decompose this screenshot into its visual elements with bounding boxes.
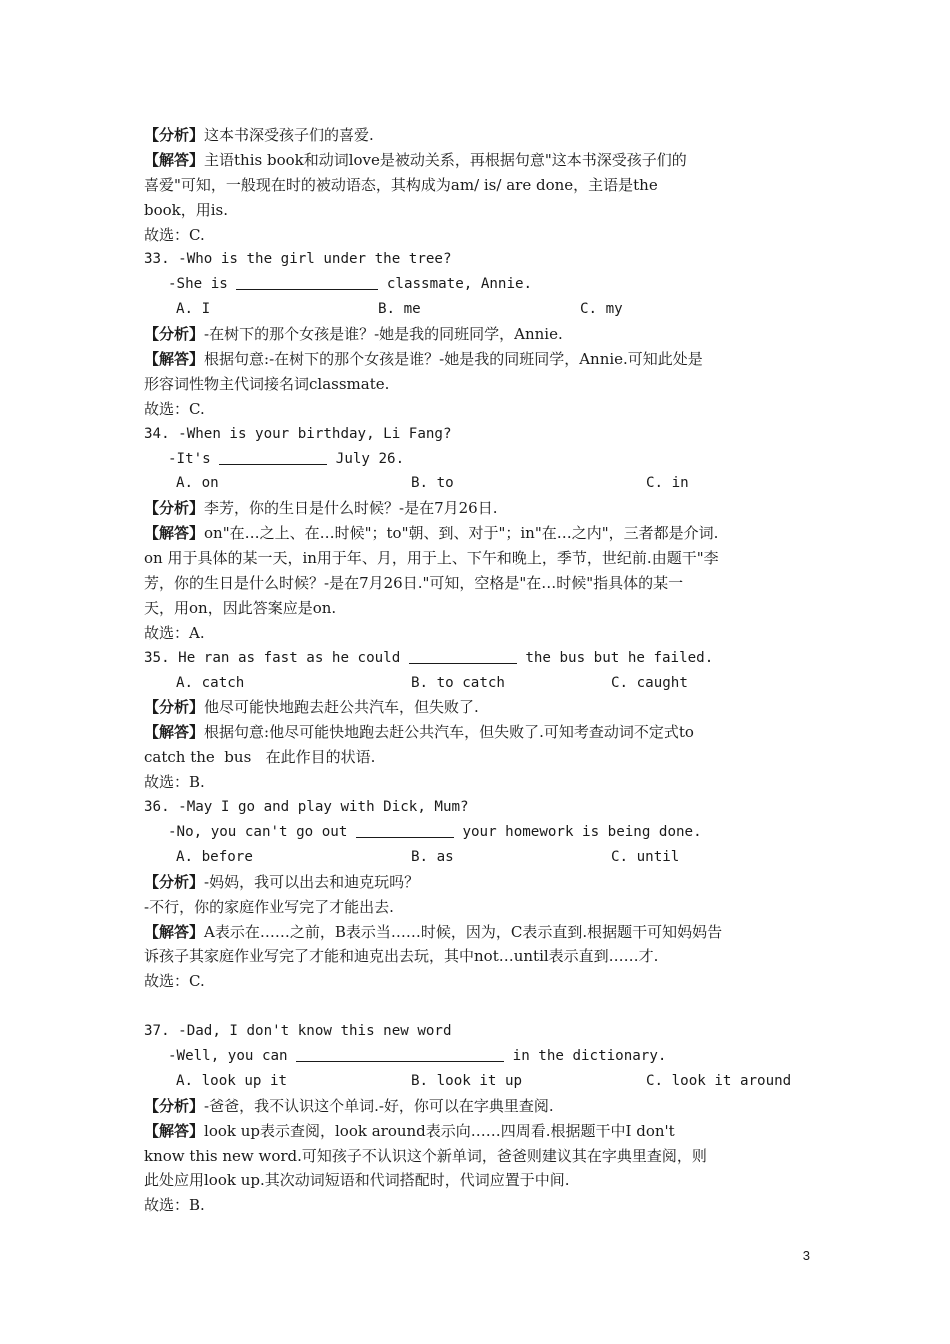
option-a: A. catch [176, 674, 245, 691]
q35-options [144, 671, 812, 696]
option-c: C. until [611, 848, 680, 865]
q37-analysis: 【分析】-爸爸，我不认识这个单词.-好，你可以在字典里查阅. [144, 1096, 554, 1115]
q34-stem: 34. -When is your birthday, Li Fang? [144, 425, 452, 442]
q33-analysis: 【分析】-在树下的那个女孩是谁？-她是我的同班同学，Annie. [144, 325, 563, 344]
q33-options [144, 297, 812, 322]
option-b: B. to [411, 475, 454, 492]
q34-choice: 故选：A. [144, 623, 205, 642]
q36-analysis-line2: -不行，你的家庭作业写完了才能出去. [144, 897, 394, 916]
option-b: B. to catch [411, 674, 505, 691]
answer-blank [296, 1047, 504, 1062]
q35-stem: 35. He ran as fast as he could the bus but he failed. [144, 649, 714, 666]
q33-line2: -She is classmate, Annie. [168, 276, 533, 293]
option-a: A. on [176, 475, 219, 492]
q36-answer-line2: 诉孩子其家庭作业写完了才能和迪克出去玩，其中not…until表示直到……才. [144, 947, 659, 966]
option-b: B. look it up [411, 1072, 523, 1089]
q33-stem: 33. -Who is the girl under the tree? [144, 251, 452, 268]
q34-options [144, 471, 812, 496]
q32-answer-line2: 喜爱"可知，一般现在时的被动语态，其构成为am/ is/ are done，主语是the [144, 175, 658, 194]
q37-answer-line2: know this new word.可知孩子不认识这个新单词，爸爸则建议其在字典里查阅，则 [144, 1146, 707, 1165]
q34-answer-line1: 【解答】on"在…之上、在…时候"；to"朝、到、对于"；in"在…之内"，三者都是介词. [144, 524, 719, 543]
q36-answer-line1: 【解答】A表示在……之前，B表示当……时候，因为，C表示直到.根据题干可知妈妈告 [144, 922, 723, 941]
q34-answer-line2: on 用于具体的某一天，in用于年、月，用于上、下午和晚上，季节，世纪前.由题干"李 [144, 549, 719, 568]
q34-answer-line4: 天，用on，因此答案应是on. [144, 598, 337, 617]
q36-choice: 故选：C. [144, 972, 205, 991]
option-a: A. before [176, 848, 253, 865]
q37-answer-line1: 【解答】look up表示查阅，look around表示向……四周看.根据题干中I don't [144, 1121, 675, 1140]
q35-choice: 故选：B. [144, 773, 205, 792]
q34-answer-line3: 芳，你的生日是什么时候？-是在7月26日."可知，空格是"在…时候"指具体的某一 [144, 574, 684, 593]
answer-blank [219, 450, 327, 465]
q33-answer-line1: 【解答】根据句意:-在树下的那个女孩是谁？-她是我的同班同学，Annie.可知此处是 [144, 350, 703, 369]
q33-answer-line2: 形容词性物主代词接名词classmate. [144, 374, 390, 393]
option-c: C. caught [611, 674, 688, 691]
q35-analysis: 【分析】他尽可能快地跑去赶公共汽车，但失败了. [144, 698, 479, 717]
option-c: C. in [646, 475, 689, 492]
answer-blank [409, 649, 517, 664]
page-number: 3 [802, 1248, 810, 1263]
q32-answer-line1: 【解答】主语this book和动词love是被动关系，再根据句意"这本书深受孩子们的 [144, 150, 687, 169]
q37-options [144, 1069, 812, 1094]
q36-analysis: 【分析】-妈妈，我可以出去和迪克玩吗？ [144, 872, 420, 891]
document-body [144, 123, 812, 1218]
q32-choice: 故选：C. [144, 225, 205, 244]
q34-analysis: 【分析】李芳，你的生日是什么时候？-是在7月26日. [144, 499, 498, 518]
q37-line2: -Well, you can in the dictionary. [168, 1047, 667, 1064]
answer-blank [356, 823, 454, 838]
option-b: B. as [411, 848, 454, 865]
q33-choice: 故选：C. [144, 399, 205, 418]
option-c: C. my [580, 301, 623, 318]
option-c: C. look it around [646, 1072, 792, 1089]
q36-stem: 36. -May I go and play with Dick, Mum? [144, 799, 469, 816]
q37-answer-line3: 此处应用look up.其次动词短语和代词搭配时，代词应置于中间. [144, 1171, 570, 1190]
option-b: B. me [378, 301, 421, 318]
option-a: A. I [176, 301, 211, 318]
q35-answer-line1: 【解答】根据句意:他尽可能快地跑去赶公共汽车，但失败了.可知考查动词不定式to [144, 723, 694, 742]
q36-line2: -No, you can't go out your homework is being done. [168, 823, 702, 840]
option-a: A. look up it [176, 1072, 288, 1089]
blank-line [144, 994, 812, 1019]
q34-line2: -It's July 26. [168, 450, 405, 467]
q37-stem: 37. -Dad, I don't know this new word [144, 1023, 452, 1040]
q32-analysis: 【分析】这本书深受孩子们的喜爱. [144, 126, 374, 144]
q32-answer-line3: book，用is. [144, 200, 229, 219]
answer-blank [236, 275, 378, 290]
q37-choice: 故选：B. [144, 1196, 205, 1215]
q36-options [144, 845, 812, 870]
q35-answer-line2: catch the bus 在此作目的状语. [144, 748, 376, 767]
